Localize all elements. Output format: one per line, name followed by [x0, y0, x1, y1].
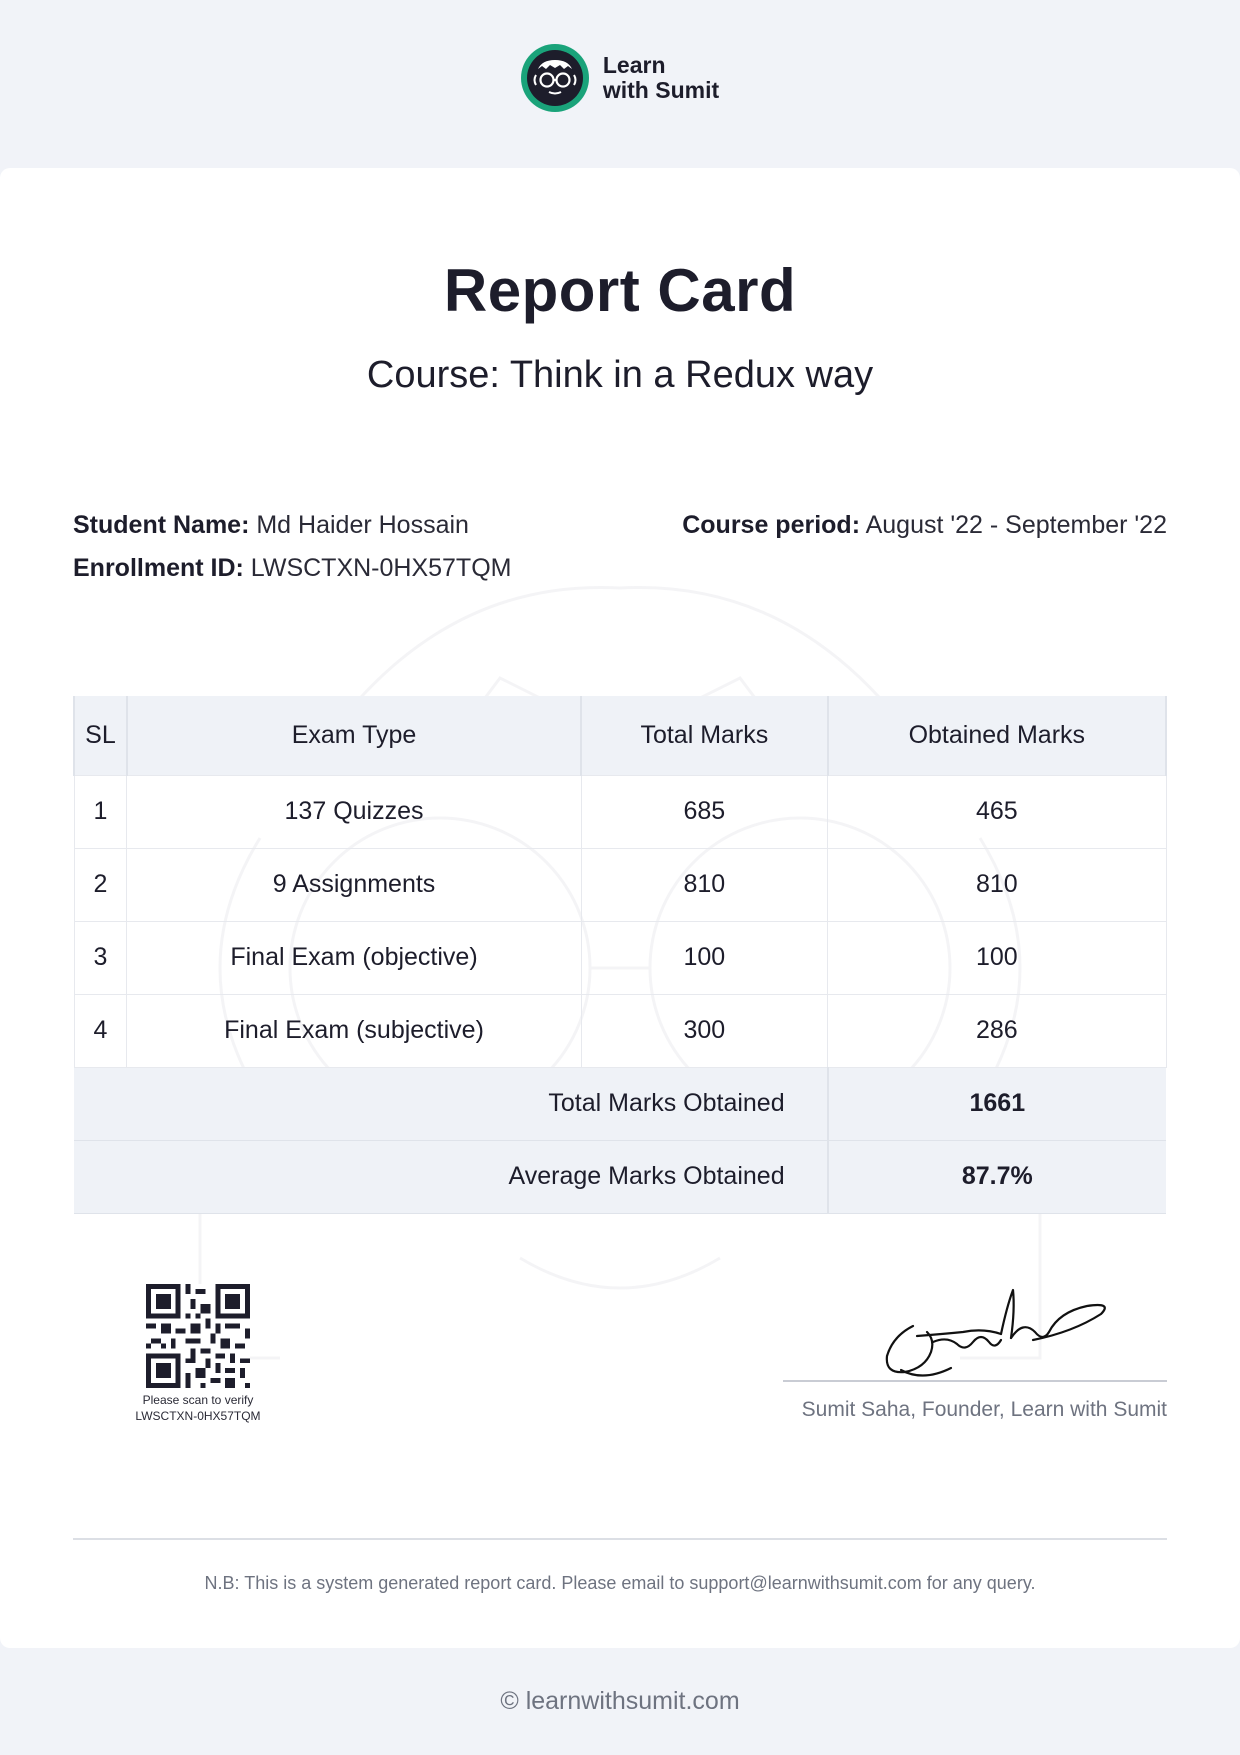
brand-name — [603, 53, 719, 103]
course-period — [682, 511, 1167, 540]
brand-logo[interactable] — [521, 44, 719, 112]
average-marks-value: 87.7% — [828, 1140, 1166, 1213]
table-row — [74, 994, 1166, 1067]
cell-sl: 1 — [74, 775, 127, 848]
total-marks-value: 1661 — [828, 1067, 1166, 1140]
table-row — [74, 848, 1166, 921]
enrollment-id-value: LWSCTXN-0HX57TQM — [250, 554, 512, 582]
cell-exam-type: Final Exam (objective) — [127, 921, 581, 994]
table-row — [74, 775, 1166, 848]
copyright-link[interactable]: © learnwithsumit.com — [500, 1687, 740, 1715]
header — [0, 0, 1240, 168]
brand-name-line1: Learn — [602, 52, 666, 78]
average-marks-label: Average Marks Obtained — [74, 1140, 828, 1213]
brand-name-line2: with Sumit — [602, 77, 720, 103]
cell-total-marks: 810 — [581, 848, 828, 921]
header-sl: SL — [74, 696, 127, 775]
report-card — [0, 168, 1240, 1648]
cell-total-marks: 100 — [581, 921, 828, 994]
qr-caption-line1: Please scan to verify — [142, 1393, 254, 1407]
qr-caption — [118, 1392, 278, 1424]
footer-divider — [73, 1538, 1167, 1540]
course-period-label: Course period: — [682, 511, 861, 539]
cell-total-marks: 685 — [581, 775, 828, 848]
cell-exam-type: 137 Quizzes — [127, 775, 581, 848]
verification-qr — [118, 1284, 278, 1424]
page-title: Report Card — [443, 257, 797, 324]
cell-obtained-marks: 100 — [828, 921, 1166, 994]
cell-obtained-marks: 810 — [828, 848, 1166, 921]
enrollment-id — [73, 554, 511, 583]
table-row — [74, 921, 1166, 994]
nerd-glasses-icon — [521, 44, 589, 112]
cell-sl: 4 — [74, 994, 127, 1067]
header-total-marks: Total Marks — [581, 696, 828, 775]
cell-exam-type: Final Exam (subjective) — [127, 994, 581, 1067]
system-note: N.B: This is a system generated report card. Please email to support@learnwithsumit.com for any query. — [204, 1573, 1036, 1593]
qr-code-icon[interactable] — [146, 1284, 250, 1388]
table-header-row — [74, 696, 1166, 775]
cell-obtained-marks: 465 — [828, 775, 1166, 848]
course-subtitle: Course: Think in a Redux way — [366, 354, 874, 396]
marks-table — [73, 696, 1167, 1214]
handwritten-signature — [873, 1276, 1113, 1386]
total-marks-label: Total Marks Obtained — [74, 1067, 828, 1140]
average-marks-row — [74, 1140, 1166, 1213]
student-name-value: Md Haider Hossain — [256, 511, 469, 539]
page-footer — [0, 1648, 1240, 1755]
course-period-value: August '22 - September '22 — [865, 511, 1167, 539]
qr-caption-line2: LWSCTXN-0HX57TQM — [135, 1409, 261, 1423]
cell-exam-type: 9 Assignments — [127, 848, 581, 921]
cell-total-marks: 300 — [581, 994, 828, 1067]
cell-sl: 2 — [74, 848, 127, 921]
header-exam-type: Exam Type — [127, 696, 581, 775]
enrollment-id-label: Enrollment ID: — [73, 554, 244, 582]
student-name-label: Student Name: — [73, 511, 250, 539]
header-obtained-marks: Obtained Marks — [828, 696, 1166, 775]
cell-obtained-marks: 286 — [828, 994, 1166, 1067]
signature-caption: Sumit Saha, Founder, Learn with Sumit — [801, 1398, 1167, 1421]
student-name — [73, 511, 469, 540]
cell-sl: 3 — [74, 921, 127, 994]
signature-line — [783, 1380, 1167, 1382]
total-marks-row — [74, 1067, 1166, 1140]
